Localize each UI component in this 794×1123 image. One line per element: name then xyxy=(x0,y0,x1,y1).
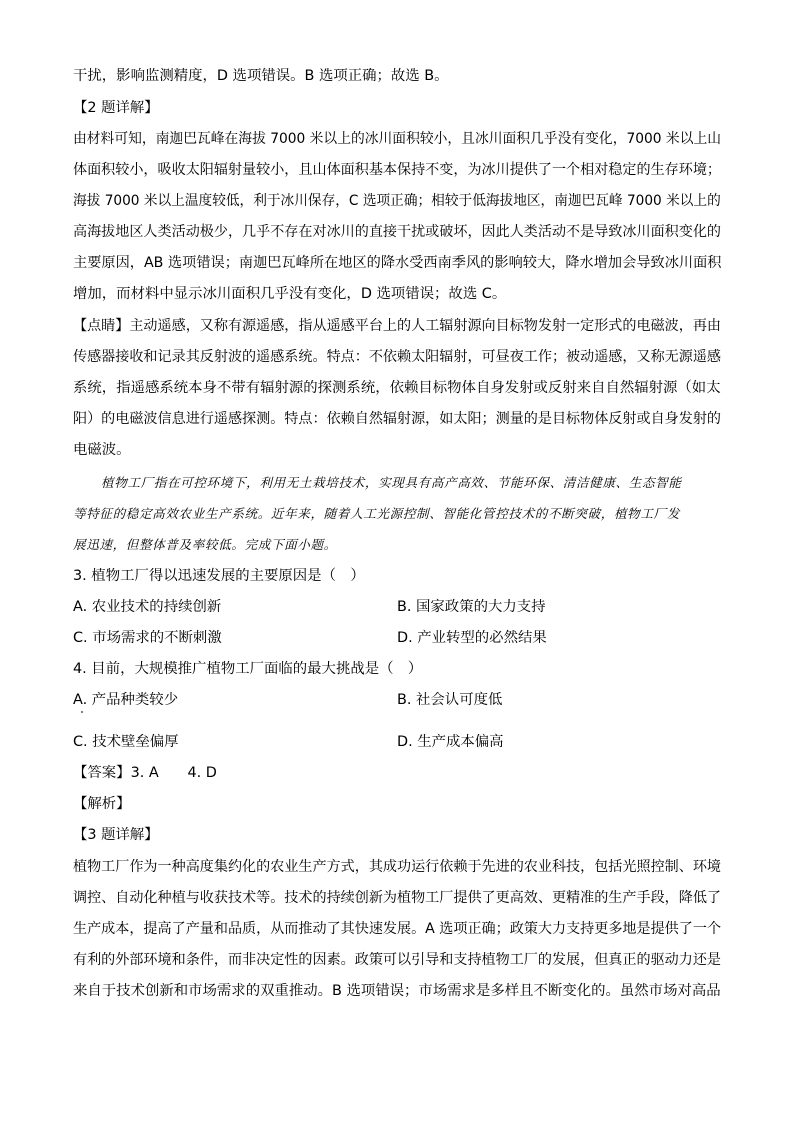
text-line: 生产成本，提高了产量和品质，从而推动了其快速发展。A 选项正确；政策大力支持更多地是提供了一个 xyxy=(73,921,722,937)
text-line: 海拔 7000 米以上温度较低，利于冰川保存，C 选项正确；相较于低海拔地区，南迦巴瓦峰 7000 米以上的 xyxy=(73,193,721,209)
option-4b: B. 社会认可度低 xyxy=(397,692,503,708)
option-4d: D. 生产成本偏高 xyxy=(397,734,504,750)
text-line: 系统，指遥感系统本身不带有辐射源的探测系统，依赖目标物体自身发射或反射来自自然辐射源（如太 xyxy=(73,380,721,396)
option-4a: A. 产品种类较少 xyxy=(73,692,179,708)
text-line: 体面积较小，吸收太阳辐射量较小，且山体面积基本保持不变，为冰川提供了一个相对稳定的生存环境； xyxy=(73,162,722,178)
text-line: 来自于技术创新和市场需求的双重推动。B 选项错误；市场需求是多样且不断变化的。虽然市场对高品 xyxy=(73,983,721,999)
section-heading-q3: 【3 题详解】 xyxy=(73,827,159,843)
tip-line: 【点睛】主动遥感，又称有源遥感，指从遥感平台上的人工辐射源向目标物发射一定形式的电磁波，再由 xyxy=(73,318,722,334)
stray-dot xyxy=(81,711,83,713)
text-line: 有利的外部环境和条件，而非决定性的因素。政策可以引导和支持植物工厂的发展，但真正的驱动力还是 xyxy=(73,952,722,968)
option-4c: C. 技术壁垒偏厚 xyxy=(73,734,179,750)
passage-line: 展迅速，但整体普及率较低。完成下面小题。 xyxy=(73,537,337,552)
text-line: 电磁波。 xyxy=(73,442,131,458)
text-line: 调控、自动化种植与收获技术等。技术的持续创新为植物工厂提供了更高效、更精准的生产手段，降低了 xyxy=(73,890,722,906)
section-heading-q2: 【2 题详解】 xyxy=(73,100,159,116)
text-line: 高海拔地区人类活动极少，几乎不存在对冰川的直接干扰或破坏，因此人类活动不是导致冰川面积变化的 xyxy=(73,224,722,240)
text-line: 由材料可知，南迦巴瓦峰在海拔 7000 米以上的冰川面积较小，且冰川面积几乎没有变化，7000 米以上山 xyxy=(73,131,722,147)
analysis-heading: 【解析】 xyxy=(73,796,131,812)
text-line: 增加，而材料中显示冰川面积几乎没有变化，D 选项错误；故选 C。 xyxy=(73,286,507,302)
question-3: 3. 植物工厂得以迅速发展的主要原因是（ ） xyxy=(73,568,365,584)
question-4: 4. 目前，大规模推广植物工厂面临的最大挑战是（ ） xyxy=(73,661,423,677)
text-line: 干扰，影响监测精度，D 选项错误。B 选项正确；故选 B。 xyxy=(73,68,449,84)
option-3a: A. 农业技术的持续创新 xyxy=(73,599,222,615)
option-3b: B. 国家政策的大力支持 xyxy=(397,599,546,615)
text-line: 主要原因，AB 选项错误；南迦巴瓦峰所在地区的降水受西南季风的影响较大，降水增加会导致冰川面积 xyxy=(73,255,722,271)
passage-line: 等特征的稳定高效农业生产系统。近年来，随着人工光源控制、智能化管控技术的不断突破，植物工厂发 xyxy=(73,506,680,521)
option-3c: C. 市场需求的不断刺激 xyxy=(73,630,222,646)
passage-line: 植物工厂指在可控环境下，利用无土栽培技术，实现具有高产高效、节能环保、清洁健康、生态智能 xyxy=(101,475,682,490)
text-line: 植物工厂作为一种高度集约化的农业生产方式，其成功运行依赖于先进的农业科技，包括光照控制、环境 xyxy=(73,859,722,875)
text-line: 传感器接收和记录其反射波的遥感系统。特点：不依赖太阳辐射，可昼夜工作；被动遥感，又称无源遥感 xyxy=(73,349,722,365)
text-line: 阳）的电磁波信息进行遥感探测。特点：依赖自然辐射源，如太阳；测量的是目标物体反射或自身发射的 xyxy=(73,411,722,427)
option-3d: D. 产业转型的必然结果 xyxy=(397,630,547,646)
answer-line: 【答案】3. A 4. D xyxy=(73,765,217,781)
